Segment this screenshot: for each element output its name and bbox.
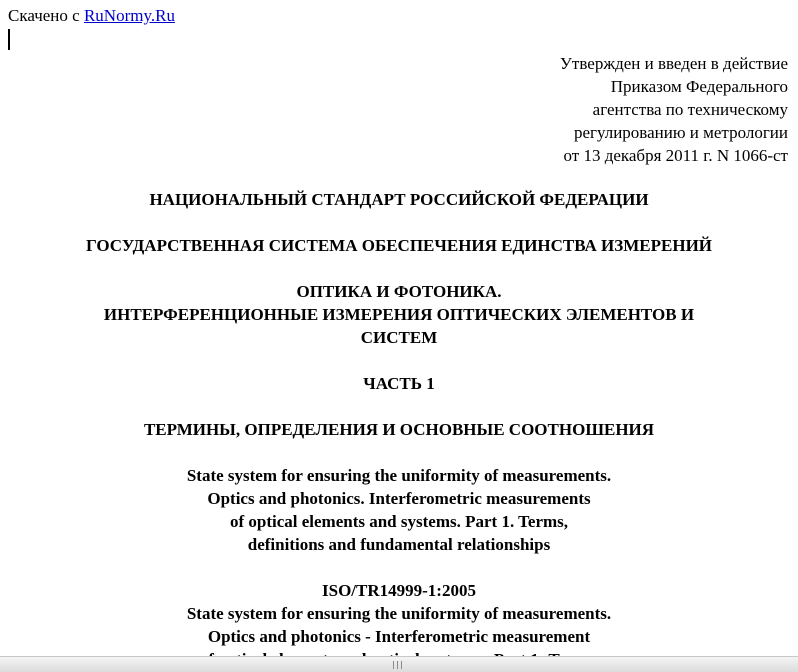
subject-line: ОПТИКА И ФОТОНИКА. <box>296 282 502 301</box>
english-title-line: of optical elements and systems. Part 1. Terms, <box>229 512 569 531</box>
system-title <box>0 234 798 257</box>
english-title-line: Optics and photonics. Interferometric measurements <box>207 489 591 508</box>
english-title <box>0 464 798 556</box>
source-link[interactable]: RuNormy.Ru <box>83 6 175 25</box>
iso-title-line: Optics and photonics - Interferometric measurement <box>207 627 591 646</box>
iso-title-line: State system for ensuring the uniformity of measurements. <box>186 604 612 623</box>
subject-title <box>0 280 798 349</box>
system-title-text: ГОСУДАРСТВЕННАЯ СИСТЕМА ОБЕСПЕЧЕНИЯ ЕДИНСТВА ИЗМЕРЕНИЙ <box>85 236 713 255</box>
horizontal-scrollbar[interactable] <box>0 656 798 672</box>
english-title-line: State system for ensuring the uniformity of measurements. <box>186 466 612 485</box>
approval-line: агентства по техническому <box>592 100 788 119</box>
english-title-line: definitions and fundamental relationships <box>247 535 551 554</box>
part-number <box>0 372 798 395</box>
source-note <box>8 6 175 26</box>
approval-block <box>560 52 788 167</box>
approval-line: Приказом Федерального <box>610 77 788 96</box>
standard-title-text: НАЦИОНАЛЬНЫЙ СТАНДАРТ РОССИЙСКОЙ ФЕДЕРАЦИИ <box>149 190 649 209</box>
approval-line: от 13 декабря 2011 г. N 1066-ст <box>563 146 788 165</box>
text-cursor <box>8 29 10 50</box>
subject-line: СИСТЕМ <box>360 328 438 347</box>
approval-line: регулированию и метрологии <box>573 123 788 142</box>
part-number-text: ЧАСТЬ 1 <box>363 374 435 393</box>
approval-line: Утвержден и введен в действие <box>559 54 788 73</box>
scrollbar-grip-icon[interactable] <box>393 661 403 669</box>
source-note-prefix: Скачено с <box>8 6 80 25</box>
subject-line: ИНТЕРФЕРЕНЦИОННЫЕ ИЗМЕРЕНИЯ ОПТИЧЕСКИХ ЭЛЕМЕНТОВ И <box>103 305 695 324</box>
part-title-text: ТЕРМИНЫ, ОПРЕДЕЛЕНИЯ И ОСНОВНЫЕ СООТНОШЕНИЯ <box>143 420 655 439</box>
part-title <box>0 418 798 441</box>
iso-code: ISO/TR14999-1:2005 <box>322 581 476 600</box>
standard-title <box>0 188 798 211</box>
